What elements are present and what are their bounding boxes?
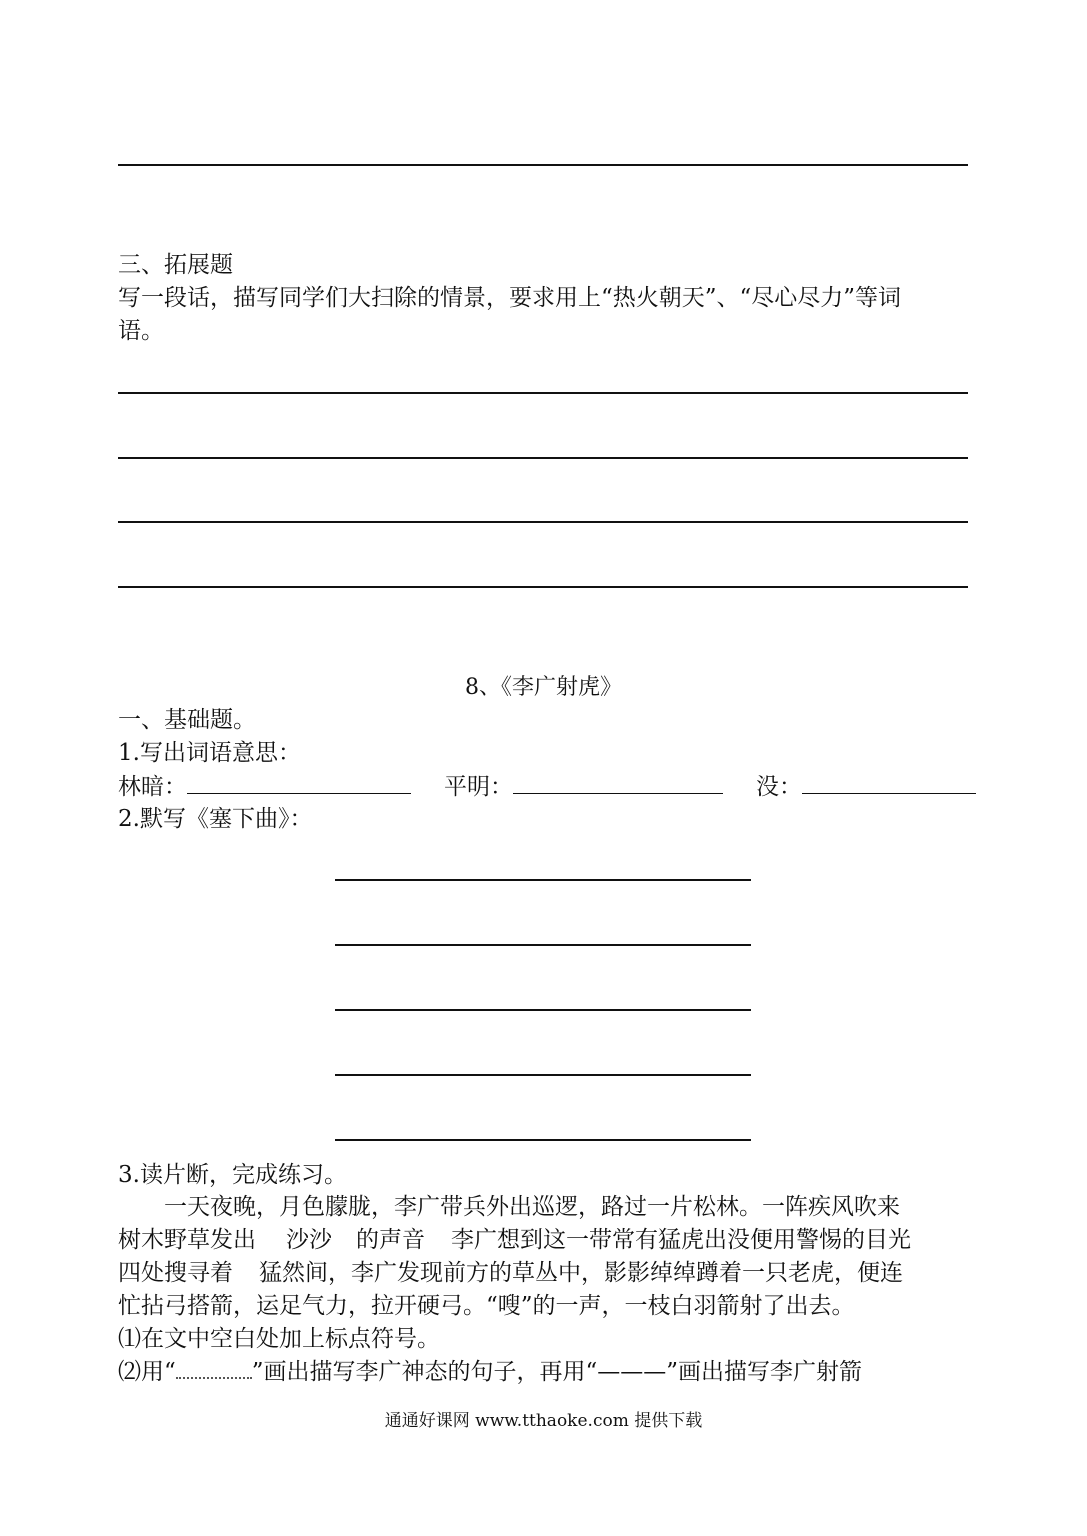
lesson-title: 8、《李广射虎》	[465, 675, 622, 700]
writing-line[interactable]	[118, 521, 968, 523]
passage-text: 李广想到这一带常有猛虎出没便用警惕的目光	[451, 1227, 911, 1253]
term-label: 平明：	[444, 774, 513, 800]
sub-question-2	[118, 1357, 862, 1387]
passage-line: 一天夜晚，月色朦胧，李广带兵外出巡逻，路过一片松林。一阵疾风吹来	[164, 1194, 900, 1220]
question-3-label: 3.读片断，完成练习。	[118, 1162, 347, 1188]
question-prompt-cont: 语。	[118, 318, 164, 344]
sub-question-text: ⑵用“	[118, 1359, 176, 1385]
page-footer: 通通好课网 www.tthaoke.com 提供下载	[384, 1411, 703, 1431]
sub-question-text: ”画出描写李广神态的句子，再用“———”画出描写李广射箭	[251, 1359, 863, 1385]
passage-text: 树木野草发出	[118, 1227, 256, 1253]
answer-blank[interactable]	[802, 771, 976, 794]
answer-line	[118, 164, 968, 166]
section-heading: 一、基础题。	[118, 707, 256, 733]
sub-question-1: ⑴在文中空白处加上标点符号。	[118, 1326, 440, 1352]
term-row	[756, 771, 976, 802]
passage-text: 沙沙	[286, 1227, 332, 1253]
question-1-label: 1.写出词语意思：	[118, 740, 301, 766]
term-row	[118, 771, 411, 802]
passage-text: 猛然间，李广发现前方的草丛中，影影绰绰蹲着一只老虎，便连	[259, 1260, 903, 1286]
question-prompt: 写一段话，描写同学们大扫除的情景，要求用上“热火朝天”、“尽心尽力”等词	[118, 285, 902, 311]
answer-blank[interactable]	[513, 771, 723, 794]
writing-line[interactable]	[118, 586, 968, 588]
passage-line	[118, 1225, 911, 1255]
poem-line[interactable]	[335, 879, 751, 881]
poem-line[interactable]	[335, 1009, 751, 1011]
section-heading: 三、拓展题	[118, 252, 233, 278]
term-row	[444, 771, 723, 802]
writing-line[interactable]	[118, 457, 968, 459]
passage-text: 的声音	[356, 1227, 425, 1253]
wavy-line-symbol	[176, 1363, 252, 1379]
poem-line[interactable]	[335, 1074, 751, 1076]
term-label: 没：	[756, 774, 802, 800]
passage-line: 忙拈弓搭箭，运足气力，拉开硬弓。“嗖”的一声，一枝白羽箭射了出去。	[118, 1293, 855, 1319]
question-2-label: 2.默写《塞下曲》：	[118, 806, 313, 832]
writing-line[interactable]	[118, 392, 968, 394]
term-label: 林暗：	[118, 774, 187, 800]
passage-text: 四处搜寻着	[118, 1260, 233, 1286]
poem-line[interactable]	[335, 1139, 751, 1141]
answer-blank[interactable]	[187, 771, 411, 794]
poem-line[interactable]	[335, 944, 751, 946]
passage-line	[118, 1258, 903, 1288]
